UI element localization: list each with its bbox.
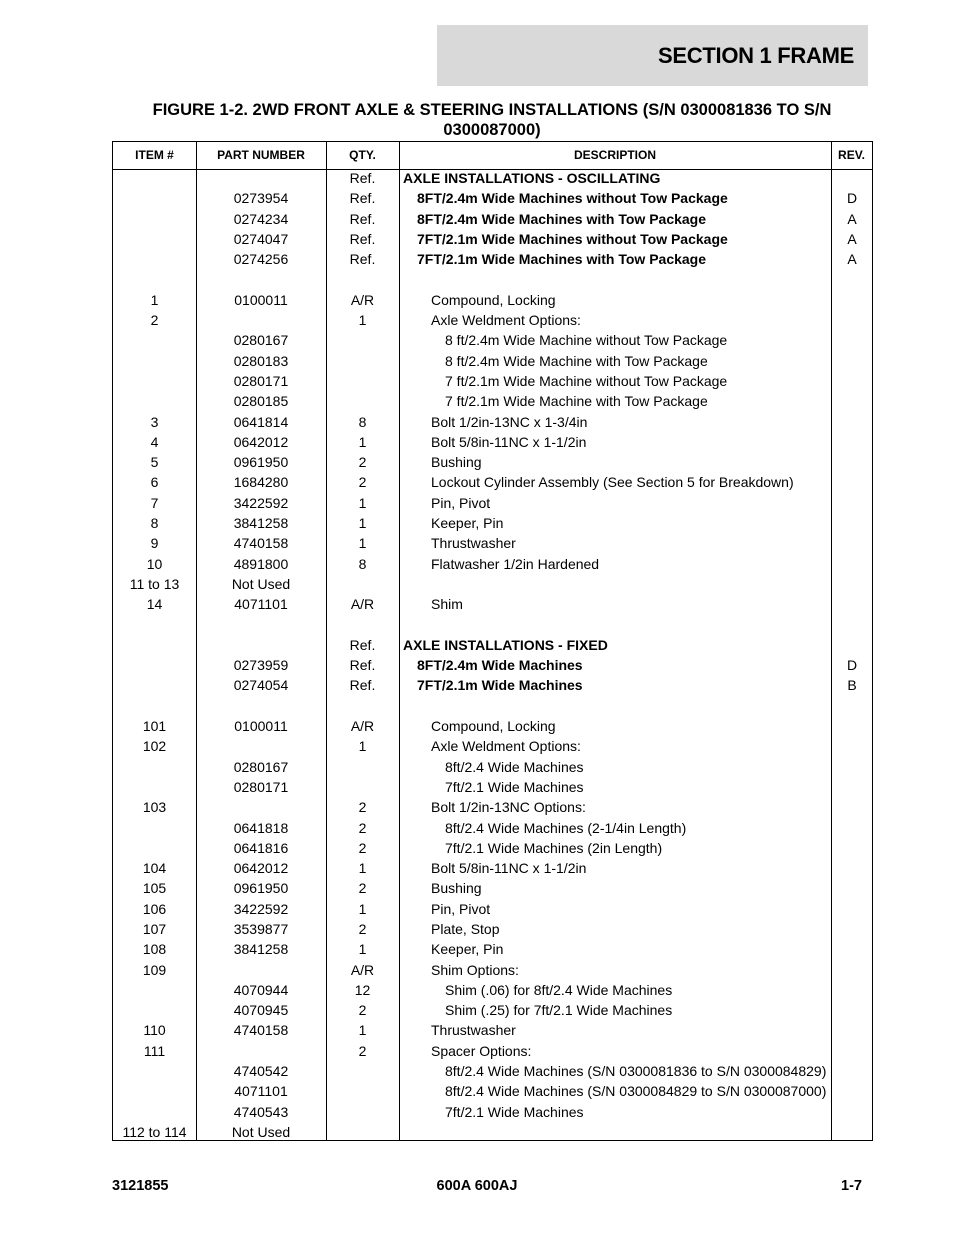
cell-item: 101 (142, 718, 167, 735)
cell-qty: Ref. (349, 170, 376, 186)
cell-part-number: 0961950 (233, 454, 289, 471)
cell-item: 111 (143, 1042, 166, 1059)
parts-table (112, 141, 873, 1141)
cell-part-number: 4740542 (233, 1063, 289, 1080)
cell-description: AXLE INSTALLATIONS - OSCILLATING (403, 170, 661, 186)
cell-description: 8ft/2.4 Wide Machines (445, 758, 584, 775)
cell-qty: 1 (358, 1022, 367, 1039)
cell-description: Shim (431, 596, 463, 613)
cell-description: Bushing (431, 454, 482, 471)
cell-part-number: 0100011 (234, 718, 288, 735)
cell-description: Keeper, Pin (431, 515, 504, 532)
cell-rev: D (846, 657, 858, 674)
cell-part-number: 0274256 (233, 251, 289, 268)
cell-rev: A (847, 210, 857, 227)
cell-part-number: 4070944 (233, 981, 289, 998)
cell-description: Thrustwasher (431, 535, 516, 552)
cell-item: 5 (150, 454, 159, 471)
table-row (113, 594, 872, 614)
cell-part-number: 4740158 (233, 535, 289, 552)
table-row (113, 493, 872, 513)
cell-qty: 2 (358, 799, 367, 816)
table-row (113, 655, 872, 675)
table-row (113, 371, 872, 391)
cell-description: Compound, Locking (431, 291, 556, 308)
cell-part-number: 0273959 (233, 657, 289, 674)
table-row (113, 980, 872, 1000)
cell-qty: Ref. (349, 677, 376, 694)
cell-part-number: 4740543 (233, 1103, 289, 1120)
table-row (113, 1122, 872, 1142)
cell-part-number: 4071101 (234, 1083, 288, 1100)
table-row (113, 919, 872, 939)
cell-qty: 1 (358, 860, 367, 877)
table-row (113, 675, 872, 695)
cell-part-number: 0641816 (233, 839, 289, 856)
cell-part-number: 0642012 (233, 433, 289, 450)
cell-qty: 1 (358, 433, 367, 450)
section-title: SECTION 1 FRAME (658, 42, 854, 68)
cell-qty: 2 (358, 819, 367, 836)
cell-part-number: 0274234 (233, 210, 289, 227)
cell-qty: 1 (358, 738, 367, 755)
cell-description: Bolt 5/8in-11NC x 1-1/2in (431, 860, 587, 877)
cell-part-number: 4070945 (233, 1002, 289, 1019)
cell-description: 7 ft/2.1m Wide Machine without Tow Package (445, 372, 728, 389)
cell-part-number: 3841258 (233, 941, 289, 958)
cell-part-number: 3422592 (233, 494, 289, 511)
cell-item: 6 (150, 474, 159, 491)
cell-qty: 2 (358, 880, 367, 897)
table-row (113, 858, 872, 878)
table-row (113, 1061, 872, 1081)
cell-description: AXLE INSTALLATIONS - FIXED (403, 636, 608, 653)
cell-description: 8 ft/2.4m Wide Machine with Tow Package (445, 352, 708, 369)
cell-qty: 2 (358, 454, 367, 471)
header-part-number: PART NUMBER (217, 148, 305, 162)
cell-part-number: 4740158 (233, 1022, 289, 1039)
cell-item: 102 (142, 738, 167, 755)
table-row (113, 209, 872, 229)
table-row (113, 229, 872, 249)
cell-qty: 8 (358, 555, 367, 572)
cell-item: 3 (150, 413, 159, 430)
table-row (113, 391, 872, 411)
cell-part-number: 0642012 (233, 860, 289, 877)
cell-description: Keeper, Pin (431, 941, 504, 958)
cell-qty: Ref. (349, 251, 376, 268)
cell-description: 7FT/2.1m Wide Machines (417, 677, 583, 694)
table-row (113, 513, 872, 533)
cell-description: 8ft/2.4 Wide Machines (S/N 0300081836 to S/N 0300084829) (445, 1063, 827, 1080)
table-row (113, 412, 872, 432)
cell-item: 2 (150, 312, 159, 329)
table-row (113, 1041, 872, 1061)
table-row (113, 1020, 872, 1040)
cell-part-number: 3539877 (233, 920, 289, 937)
cell-qty: 2 (358, 839, 367, 856)
header-qty: QTY. (349, 148, 376, 162)
cell-description: 8ft/2.4 Wide Machines (S/N 0300084829 to S/N 0300087000) (445, 1083, 827, 1100)
table-row (113, 635, 872, 655)
table-row (113, 290, 872, 310)
cell-description: Axle Weldment Options: (431, 738, 581, 755)
cell-part-number: 0280171 (233, 778, 289, 795)
cell-description: Spacer Options: (431, 1042, 532, 1059)
cell-qty: Ref. (349, 210, 376, 227)
table-row (113, 1081, 872, 1101)
cell-description: Bolt 1/2in-13NC x 1-3/4in (431, 413, 588, 430)
cell-item: 11 to 13 (129, 575, 180, 592)
table-row (113, 838, 872, 858)
cell-part-number: 0273954 (233, 190, 289, 207)
section-banner (437, 25, 868, 86)
cell-description: 7ft/2.1 Wide Machines (2in Length) (445, 839, 663, 856)
cell-qty: 2 (358, 1002, 367, 1019)
table-row (113, 818, 872, 838)
cell-part-number: 0280185 (233, 393, 289, 410)
table-row (113, 797, 872, 817)
footer-doc-number: 3121855 (112, 1178, 169, 1194)
table-row (113, 249, 872, 269)
footer-page-number: 1-7 (841, 1178, 862, 1194)
cell-qty: 2 (358, 920, 367, 937)
cell-item: 9 (150, 535, 159, 552)
table-row (113, 330, 872, 350)
header-rev: REV. (838, 148, 865, 162)
cell-item: 107 (142, 920, 167, 937)
cell-description: Pin, Pivot (431, 900, 491, 917)
cell-part-number: 3422592 (233, 900, 289, 917)
table-row (113, 168, 872, 188)
table-row (113, 1000, 872, 1020)
cell-description: Shim (.25) for 7ft/2.1 Wide Machines (445, 1002, 673, 1019)
cell-description: Compound, Locking (431, 718, 556, 735)
cell-description: Flatwasher 1/2in Hardened (431, 555, 600, 572)
cell-qty: A/R (350, 718, 375, 735)
cell-description: Axle Weldment Options: (431, 312, 581, 329)
cell-description: 7FT/2.1m Wide Machines without Tow Package (417, 230, 728, 247)
cell-item: 103 (142, 799, 167, 816)
cell-description: Bolt 1/2in-13NC Options: (431, 799, 586, 816)
figure-title: FIGURE 1-2. 2WD FRONT AXLE & STEERING INSTALLATIONS (S/N 0300081836 TO S/N 0300087000) (152, 101, 832, 139)
cell-description: 8FT/2.4m Wide Machines with Tow Package (417, 210, 707, 227)
header-description: DESCRIPTION (573, 148, 656, 162)
table-row (113, 716, 872, 736)
table-row (113, 878, 872, 898)
cell-description: Bushing (431, 880, 482, 897)
table-row (113, 757, 872, 777)
cell-rev: A (847, 251, 857, 268)
cell-qty: A/R (350, 596, 375, 613)
cell-description: Pin, Pivot (431, 494, 491, 511)
cell-item: 8 (150, 515, 159, 532)
cell-qty: 1 (358, 941, 367, 958)
cell-description: 8FT/2.4m Wide Machines (417, 657, 583, 674)
cell-part-number: 0961950 (233, 880, 289, 897)
table-row (113, 899, 872, 919)
cell-item: 7 (150, 494, 159, 511)
table-row (113, 574, 872, 594)
cell-part-number: 0641814 (233, 413, 289, 430)
cell-part-number: 3841258 (233, 515, 289, 532)
table-row (113, 615, 872, 635)
cell-item: 10 (146, 555, 163, 572)
cell-item: 110 (143, 1022, 166, 1039)
cell-part-number: 0280183 (233, 352, 289, 369)
cell-item: 109 (142, 961, 167, 978)
header-item: ITEM # (135, 148, 174, 162)
cell-item: 1 (150, 291, 159, 308)
cell-qty: 2 (358, 474, 367, 491)
cell-part-number: 0274054 (233, 677, 289, 694)
table-row (113, 310, 872, 330)
table-row (113, 472, 872, 492)
cell-part-number: 1684280 (233, 474, 289, 491)
cell-qty: 2 (358, 1042, 367, 1059)
cell-qty: 1 (358, 494, 367, 511)
cell-part-number: 0274047 (233, 230, 289, 247)
table-row (113, 188, 872, 208)
cell-qty: Ref. (349, 657, 376, 674)
cell-part-number: Not Used (231, 1123, 291, 1140)
cell-part-number: Not Used (231, 575, 291, 592)
table-row (113, 777, 872, 797)
cell-qty: 1 (358, 900, 367, 917)
cell-description: Shim (.06) for 8ft/2.4 Wide Machines (445, 981, 673, 998)
cell-qty: 1 (358, 312, 367, 329)
cell-item: 108 (142, 941, 167, 958)
cell-qty: 1 (358, 535, 367, 552)
cell-item: 4 (150, 433, 159, 450)
table-body (113, 168, 872, 1142)
table-row (113, 533, 872, 553)
cell-qty: Ref. (349, 636, 376, 653)
cell-qty: 8 (358, 413, 367, 430)
table-row (113, 269, 872, 289)
cell-description: Shim Options: (431, 961, 519, 978)
table-row (113, 351, 872, 371)
table-row (113, 960, 872, 980)
cell-description: 8 ft/2.4m Wide Machine without Tow Package (445, 332, 728, 349)
footer-model: 600A 600AJ (436, 1178, 518, 1194)
cell-qty: A/R (350, 961, 375, 978)
table-row (113, 696, 872, 716)
cell-item: 104 (142, 860, 167, 877)
table-row (113, 939, 872, 959)
table-row (113, 554, 872, 574)
cell-part-number: 0280167 (233, 332, 289, 349)
cell-rev: A (847, 230, 857, 247)
cell-item: 106 (142, 900, 167, 917)
cell-description: Lockout Cylinder Assembly (See Section 5 for Breakdown) (431, 474, 794, 491)
cell-rev: D (846, 190, 858, 207)
cell-item: 105 (142, 880, 167, 897)
cell-part-number: 0100011 (234, 291, 288, 308)
table-row (113, 1102, 872, 1122)
cell-qty: A/R (350, 291, 375, 308)
cell-description: Bolt 5/8in-11NC x 1-1/2in (431, 433, 587, 450)
cell-description: 7 ft/2.1m Wide Machine with Tow Package (445, 393, 708, 410)
cell-qty: Ref. (349, 190, 376, 207)
cell-part-number: 4891800 (233, 555, 289, 572)
cell-part-number: 0280167 (233, 758, 289, 775)
cell-description: Plate, Stop (431, 920, 500, 937)
cell-description: 7ft/2.1 Wide Machines (445, 1103, 584, 1120)
cell-qty: Ref. (349, 230, 376, 247)
cell-part-number: 0280171 (233, 372, 289, 389)
cell-qty: 12 (354, 981, 371, 998)
cell-qty: 1 (358, 515, 367, 532)
cell-item: 112 to 114 (122, 1123, 187, 1140)
cell-description: 8FT/2.4m Wide Machines without Tow Package (417, 190, 728, 207)
cell-part-number: 0641818 (233, 819, 289, 836)
cell-part-number: 4071101 (234, 596, 288, 613)
cell-rev: B (847, 677, 857, 694)
cell-item: 14 (146, 596, 163, 613)
cell-description: 7FT/2.1m Wide Machines with Tow Package (417, 251, 707, 268)
cell-description: 8ft/2.4 Wide Machines (2-1/4in Length) (445, 819, 687, 836)
table-row (113, 452, 872, 472)
cell-description: 7ft/2.1 Wide Machines (445, 778, 584, 795)
cell-description: Thrustwasher (431, 1022, 516, 1039)
table-row (113, 736, 872, 756)
table-row (113, 432, 872, 452)
